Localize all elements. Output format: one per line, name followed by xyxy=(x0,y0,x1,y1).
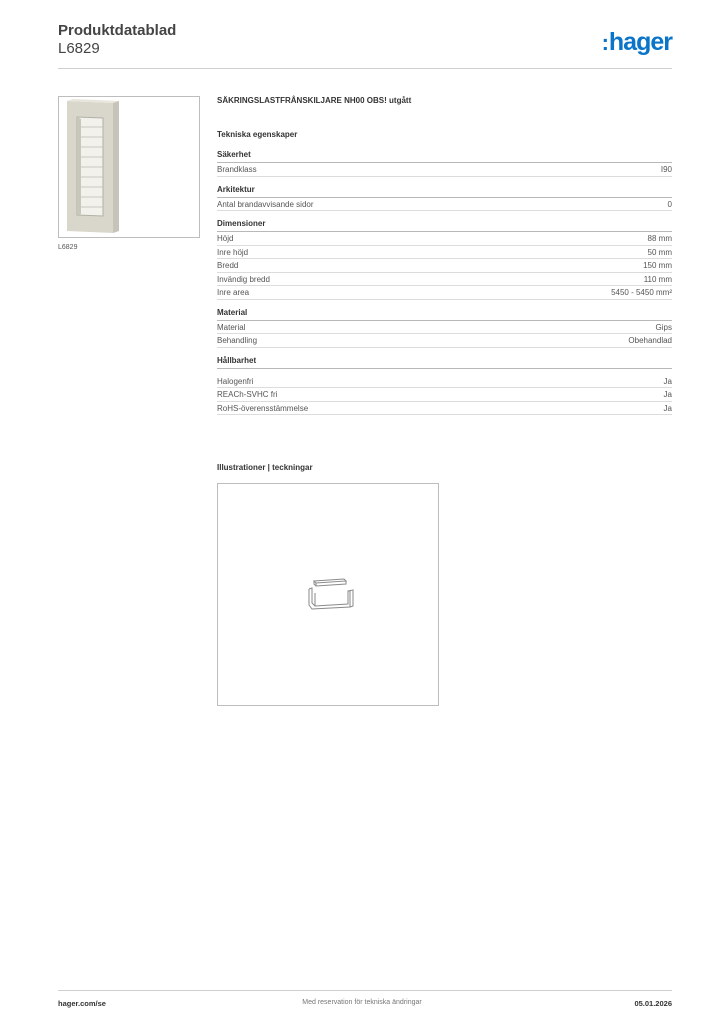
spec-value: 88 mm xyxy=(647,234,672,243)
header-title: Produktdatablad xyxy=(58,22,177,39)
header-divider xyxy=(58,68,672,69)
hager-logo[interactable] xyxy=(602,28,672,57)
footer-disclaimer: Med reservation för tekniska ändringar xyxy=(302,999,422,1006)
spec-group-dimensioner xyxy=(217,219,672,300)
illustrations-title: Illustrationer | teckningar xyxy=(217,463,313,472)
group-title: Arkitektur xyxy=(217,185,672,198)
spec-row xyxy=(217,259,672,273)
technical-drawing xyxy=(304,575,360,615)
spec-row xyxy=(217,273,672,287)
illustration-box xyxy=(217,483,439,706)
spec-content xyxy=(217,96,672,423)
spec-value: Obehandlad xyxy=(628,336,672,345)
product-code: L6829 xyxy=(58,40,100,57)
spec-group-material xyxy=(217,308,672,348)
spec-row xyxy=(217,286,672,300)
group-title: Dimensioner xyxy=(217,219,672,232)
footer-website-link[interactable]: hager.com/se xyxy=(58,999,106,1008)
spec-value: 150 mm xyxy=(643,261,672,270)
spec-value: 0 xyxy=(667,199,672,209)
spec-row xyxy=(217,321,672,335)
spec-label: Material xyxy=(217,322,246,332)
group-title: Hållbarhet xyxy=(217,356,672,369)
spec-label: Brandklass xyxy=(217,165,257,174)
logo-mark-icon: : xyxy=(601,30,608,55)
spec-group-hallbarhet xyxy=(217,356,672,416)
group-title: Material xyxy=(217,308,672,321)
spec-row xyxy=(217,163,672,177)
spec-label: Inre area xyxy=(217,288,250,297)
spec-row xyxy=(217,246,672,260)
spec-group-arkitektur xyxy=(217,185,672,212)
product-image xyxy=(58,96,200,238)
spec-row xyxy=(217,375,672,389)
spec-label: Höjd xyxy=(217,234,234,243)
product-frame-picture xyxy=(59,97,199,237)
product-image-caption: L6829 xyxy=(58,244,78,251)
footer-date: 05.01.2026 xyxy=(634,999,672,1008)
product-heading: SÄKRINGSLASTFRÅNSKILJARE NH00 OBS! utgått xyxy=(217,96,412,105)
section-title: Tekniska egenskaper xyxy=(217,130,298,139)
spec-value: Ja xyxy=(663,390,672,399)
spec-row xyxy=(217,402,672,416)
group-title: Säkerhet xyxy=(217,150,672,163)
spec-label: Behandling xyxy=(217,336,258,345)
spec-label: Invändig bredd xyxy=(217,274,270,284)
footer-divider xyxy=(58,990,672,991)
spec-label: RoHS-överensstämmelse xyxy=(217,403,309,413)
spec-value: Ja xyxy=(663,403,672,413)
spec-label: Antal brandavvisande sidor xyxy=(217,199,314,209)
spec-value: 110 mm xyxy=(643,274,672,284)
spec-label: Halogenfri xyxy=(217,376,254,386)
spec-value: Gips xyxy=(655,322,672,332)
spec-value: 5450 - 5450 mm² xyxy=(611,288,672,297)
logo-text: hager xyxy=(608,28,672,56)
spec-row xyxy=(217,334,672,348)
spec-label: Bredd xyxy=(217,261,239,270)
spec-group-sakerhet xyxy=(217,150,672,177)
spec-label: Inre höjd xyxy=(217,247,249,257)
spec-row xyxy=(217,198,672,212)
spec-row xyxy=(217,388,672,402)
spec-value: I90 xyxy=(660,165,672,174)
spec-value: Ja xyxy=(663,376,672,386)
spec-value: 50 mm xyxy=(647,247,672,257)
spec-row xyxy=(217,232,672,246)
spec-label: REACh-SVHC fri xyxy=(217,390,278,399)
